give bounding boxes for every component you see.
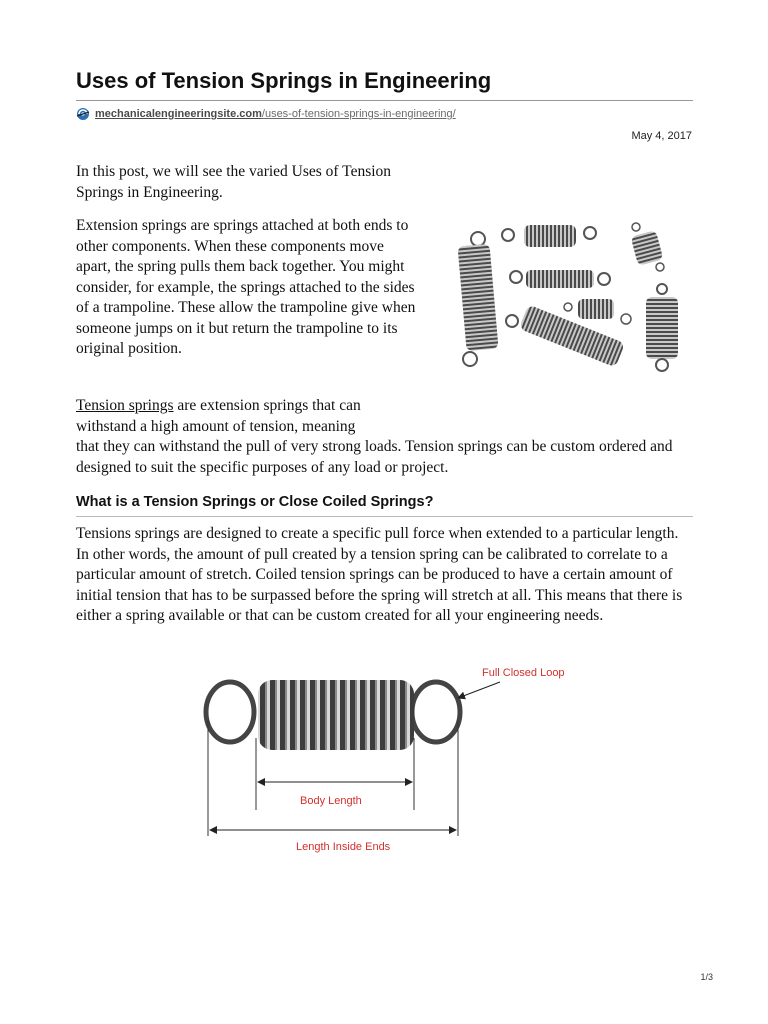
page-title: Uses of Tension Springs in Engineering bbox=[76, 68, 492, 93]
length-inside-ends-label: Length Inside Ends bbox=[296, 841, 391, 853]
source-path[interactable]: /uses-of-tension-springs-in-engineering/ bbox=[261, 108, 456, 120]
source-domain[interactable]: mechanicalengineeringsite.com bbox=[95, 108, 262, 120]
extension-springs-photo bbox=[450, 215, 690, 385]
loop-pointer bbox=[458, 682, 500, 698]
intro-paragraph: In this post, we will see the varied Uses of Tension Springs in Engineering. bbox=[76, 163, 392, 201]
section-heading: What is a Tension Springs or Close Coiled Springs? bbox=[76, 494, 434, 510]
extension-springs-paragraph: Extension springs are springs attached at both ends to other components. When these components move apart, the spring pulls them back together. You might consider, for example, the springs attached to the sides of a trampoline. These allow the trampoline give when someone jumps on it but return the trampoline to its original position. bbox=[76, 217, 416, 357]
body-length-label: Body Length bbox=[300, 795, 362, 807]
tension-springs-paragraph bbox=[76, 396, 693, 478]
section-paragraph: Tensions springs are designed to create a specific pull force when extended to a particular length. In other words, the amount of pull created by a tension spring can be calibrated to correlate to a particular amount of stretch. Coiled tension springs can be produced to have a certain amount of initial tension that has to be surpassed before the spring will stretch at all. This means that there is either a spring available or that can be custom created for all your engineering needs. bbox=[76, 525, 683, 624]
full-closed-loop-label: Full Closed Loop bbox=[482, 667, 565, 679]
source-link[interactable] bbox=[76, 106, 456, 122]
spring-dimension-diagram bbox=[200, 660, 580, 860]
page-number: 1/3 bbox=[700, 972, 713, 982]
left-loop bbox=[206, 682, 254, 742]
section-divider bbox=[76, 516, 693, 517]
tension-text-b: that they can withstand the pull of very strong loads. Tension springs can be custom ordered and designed to suit the specific purposes of any load or project. bbox=[76, 438, 673, 476]
title-divider bbox=[76, 100, 693, 101]
tension-text-a: are extension springs that can withstand a high amount of tension, meaning bbox=[76, 397, 361, 435]
site-favicon-icon bbox=[76, 107, 90, 121]
right-loop bbox=[412, 682, 460, 742]
tension-springs-link[interactable]: Tension springs bbox=[76, 397, 174, 414]
publish-date: May 4, 2017 bbox=[631, 130, 692, 142]
spring-body bbox=[258, 680, 414, 750]
